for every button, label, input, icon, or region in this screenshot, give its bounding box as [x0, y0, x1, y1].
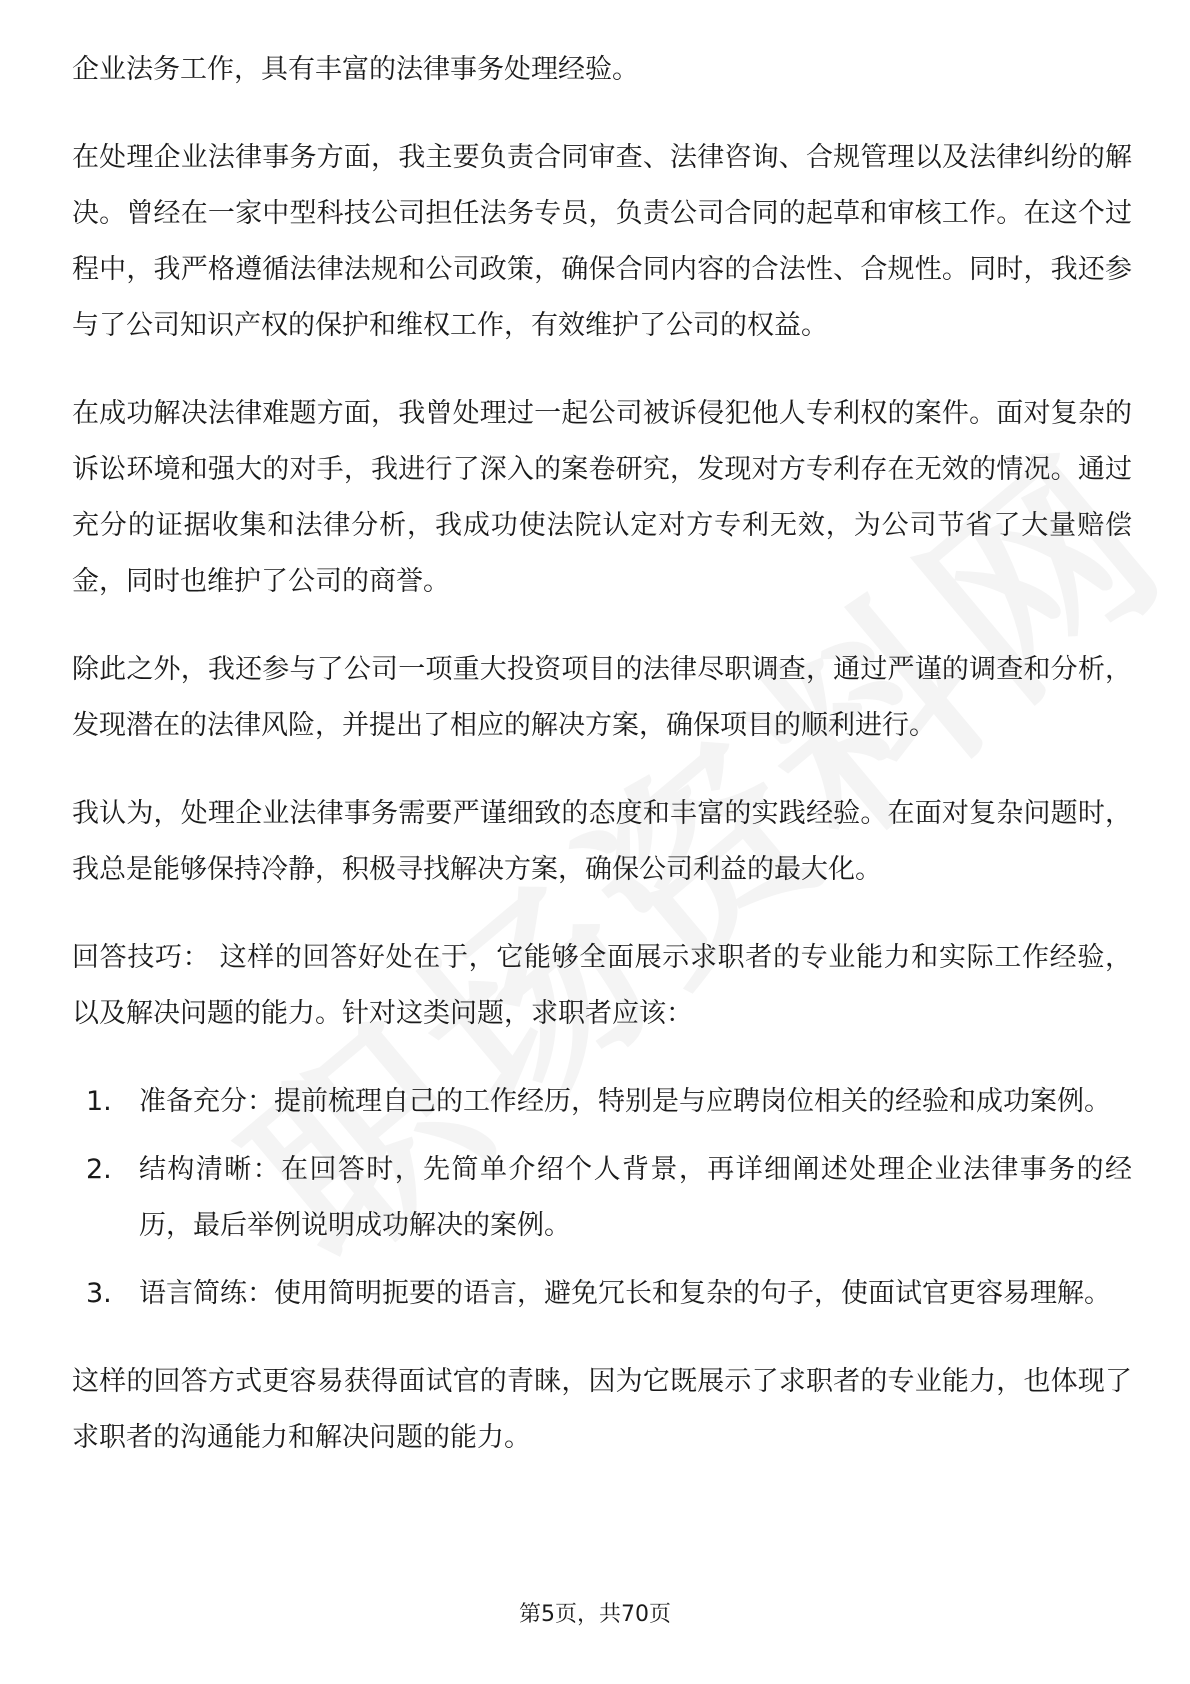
- page-number: 第5页，共70页: [519, 1602, 671, 1627]
- list-item: [86, 1142, 1132, 1254]
- list-item-number: 1.: [86, 1086, 112, 1117]
- paragraph-closing: 这样的回答方式更容易获得面试官的青睐，因为它既展示了求职者的专业能力，也体现了求职者的沟通能力和解决问题的能力。: [72, 1366, 1132, 1453]
- list-item-text: 结构清晰：在回答时，先简单介绍个人背景，再详细阐述处理企业法律事务的经历，最后举例说明成功解决的案例。: [139, 1154, 1132, 1241]
- list-item-number: 3.: [86, 1278, 112, 1309]
- paragraph-legal-affairs: 在处理企业法律事务方面，我主要负责合同审查、法律咨询、合规管理以及法律纠纷的解决。曾经在一家中型科技公司担任法务专员，负责公司合同的起草和审核工作。在这个过程中，我严格遵循法律法规和公司政策，确保合同内容的合法性、合规性。同时，我还参与了公司知识产权的保护和维权工作，有效维护了公司的权益。: [72, 142, 1132, 341]
- paragraph-due-diligence: 除此之外，我还参与了公司一项重大投资项目的法律尽职调查，通过严谨的调查和分析，发现潜在的法律风险，并提出了相应的解决方案，确保项目的顺利进行。: [72, 654, 1132, 741]
- list-item-number: 2.: [86, 1154, 112, 1185]
- paragraph-attitude: 我认为，处理企业法律事务需要严谨细致的态度和丰富的实践经验。在面对复杂问题时，我总是能够保持冷静，积极寻找解决方案，确保公司利益的最大化。: [72, 798, 1132, 885]
- list-item: [86, 1074, 1132, 1130]
- paragraph-continued: 企业法务工作，具有丰富的法律事务处理经验。: [72, 54, 639, 85]
- paragraph-patent-case: 在成功解决法律难题方面，我曾处理过一起公司被诉侵犯他人专利权的案件。面对复杂的诉讼环境和强大的对手，我进行了深入的案卷研究，发现对方专利存在无效的情况。通过充分的证据收集和法律分析，我成功使法院认定对方专利无效，为公司节省了大量赔偿金，同时也维护了公司的商誉。: [72, 398, 1132, 597]
- document-body: [72, 42, 1132, 1498]
- paragraph-answer-tips: 回答技巧： 这样的回答好处在于，它能够全面展示求职者的专业能力和实际工作经验，以及解决问题的能力。针对这类问题，求职者应该：: [72, 942, 1132, 1029]
- list-item: [86, 1266, 1132, 1322]
- list-item-text: 语言简练：使用简明扼要的语言，避免冗长和复杂的句子，使面试官更容易理解。: [139, 1278, 1111, 1309]
- list-item-text: 准备充分：提前梳理自己的工作经历，特别是与应聘岗位相关的经验和成功案例。: [139, 1086, 1111, 1117]
- tips-list: [72, 1074, 1132, 1322]
